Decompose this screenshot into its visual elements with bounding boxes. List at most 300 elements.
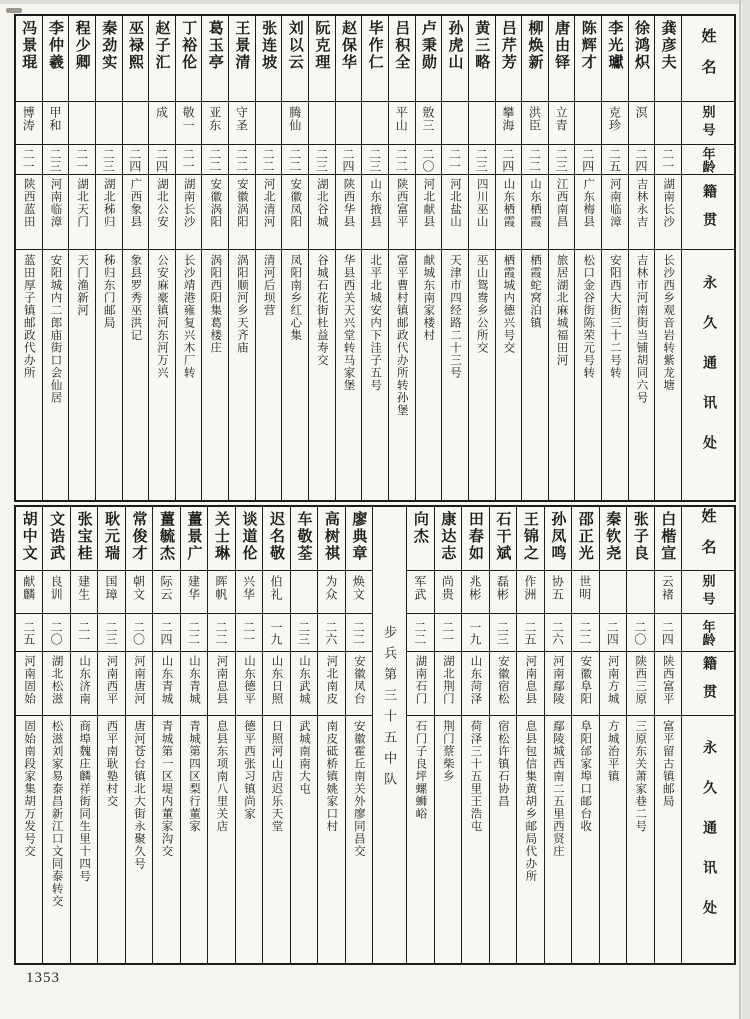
- roster-entry-column: [462, 507, 489, 963]
- entry-age-text: 二一: [660, 147, 675, 172]
- entry-name-text: 龚彦夫: [659, 20, 676, 71]
- entry-courtesy-name-text: 焕文: [351, 575, 366, 601]
- entry-age: [549, 145, 575, 175]
- entry-courtesy-name-text: 良训: [49, 575, 64, 601]
- entry-native-place-text: 广东梅县: [582, 178, 595, 228]
- entry-address-text: 安阳西大街三十二号转: [608, 254, 621, 379]
- entry-age: [126, 614, 152, 652]
- entry-name-text: 白楷宣: [659, 511, 676, 562]
- entry-address: [517, 716, 543, 963]
- entry-address-text: 涡阳顺河乡天齐庙: [235, 254, 248, 354]
- entry-age-text: 二三: [47, 147, 62, 172]
- entry-address-text: 北平北城安内下洼子五号: [369, 254, 382, 392]
- entry-native-place: [549, 175, 575, 250]
- entry-name: [149, 16, 175, 102]
- entry-name-text: 冯景琨: [20, 20, 37, 71]
- entry-name-text: 柳焕新: [526, 20, 543, 71]
- entry-address: [655, 716, 681, 963]
- entry-address: [71, 716, 97, 963]
- entry-native-place: [43, 175, 69, 250]
- roster-table-bottom: [14, 505, 736, 965]
- entry-native-place-text: 安徽宿松: [496, 655, 509, 705]
- entry-name: [572, 507, 598, 571]
- entry-native-place: [98, 652, 124, 716]
- roster-entry-column: [442, 16, 469, 500]
- header-courtesy: [682, 571, 734, 614]
- roster-entry-column: [629, 16, 656, 500]
- entry-address: [96, 250, 122, 500]
- entry-name: [629, 16, 655, 102]
- entry-name-text: 丁裕伦: [180, 20, 197, 71]
- entry-native-place: [309, 175, 335, 250]
- entry-age: [208, 614, 234, 652]
- entry-age-text: 二一: [76, 620, 91, 645]
- entry-name-text: 廖典章: [350, 511, 367, 562]
- entry-name: [602, 16, 628, 102]
- entry-age-text: 二五: [607, 147, 622, 172]
- entry-native-place: [496, 175, 522, 250]
- entry-age-text: 二〇: [49, 620, 64, 645]
- entry-native-place: [346, 652, 372, 716]
- entry-courtesy-name: [389, 102, 415, 145]
- entry-native-place: [442, 175, 468, 250]
- entry-native-place-text: 山东日照: [270, 655, 283, 705]
- entry-address: [549, 250, 575, 500]
- entry-courtesy-name: [629, 102, 655, 145]
- roster-entry-column: [655, 16, 682, 500]
- entry-courtesy-name: [462, 571, 488, 614]
- entry-name: [282, 16, 308, 102]
- entry-name-text: 唐由铎: [553, 20, 570, 71]
- entry-native-place-text: 湖北松滋: [50, 655, 63, 705]
- entry-age: [256, 145, 282, 175]
- entry-courtesy-name: [575, 102, 601, 145]
- entry-address-text: 固始南段家集胡万发号交: [23, 720, 36, 858]
- roster-entry-column: [181, 507, 208, 963]
- entry-native-place-text: 安徽涡阳: [209, 178, 222, 228]
- entry-native-place-text: 河南西平: [105, 655, 118, 705]
- entry-native-place: [202, 175, 228, 250]
- header-native: [682, 652, 734, 716]
- entry-courtesy-name: [600, 571, 626, 614]
- entry-courtesy-name-text: 攀海: [500, 106, 515, 132]
- entry-courtesy-name-text: 军武: [412, 575, 427, 601]
- entry-age-text: 二三: [101, 147, 116, 172]
- entry-age: [407, 614, 433, 652]
- entry-native-place-text: 安徽凤阳: [289, 178, 302, 228]
- roster-entry-column: [176, 16, 203, 500]
- entry-courtesy-name: [123, 102, 149, 145]
- entry-courtesy-name-text: 平山: [394, 106, 409, 132]
- entry-native-place-text: 广西象县: [129, 178, 142, 228]
- entry-age-text: 二四: [340, 147, 355, 172]
- entry-age: [43, 614, 69, 652]
- entry-courtesy-name: [490, 571, 516, 614]
- entry-name: [176, 16, 202, 102]
- entry-native-place-text: 湖南长沙: [182, 178, 195, 228]
- entry-courtesy-name: [291, 571, 317, 614]
- roster-entry-column: [282, 16, 309, 500]
- entry-address: [600, 716, 626, 963]
- roster-entry-column: [627, 507, 654, 963]
- entry-courtesy-name: [176, 102, 202, 145]
- entry-courtesy-name: [545, 571, 571, 614]
- roster-entry-column: [43, 507, 70, 963]
- entry-name-text: 薑毓杰: [158, 511, 175, 562]
- entry-native-place-text: 湖南石门: [414, 655, 427, 705]
- entry-native-place: [229, 175, 255, 250]
- entry-address: [522, 250, 548, 500]
- entry-name-text: 程少卿: [73, 20, 90, 71]
- entry-courtesy-name: [655, 571, 681, 614]
- entry-name-text: 迟名敬: [267, 511, 284, 562]
- entry-native-place-text: 山东德平: [242, 655, 255, 705]
- entry-native-place: [318, 652, 344, 716]
- entry-age-text: 二二: [213, 620, 228, 645]
- entry-age-text: 二〇: [131, 620, 146, 645]
- entry-native-place-text: 湖北天门: [76, 178, 89, 228]
- roster-entry-column: [490, 507, 517, 963]
- entry-name: [346, 507, 372, 571]
- entry-native-place: [407, 652, 433, 716]
- entry-address-text: 旅居湖北麻城福田河: [555, 254, 568, 367]
- entry-age: [435, 614, 461, 652]
- entry-native-place-text: 河北献县: [422, 178, 435, 228]
- entry-native-place-text: 陕西富平: [661, 655, 674, 705]
- entry-name: [517, 507, 543, 571]
- entry-address-text: 栖霞蛇窝泊镇: [528, 254, 541, 329]
- entry-age-text: 二二: [234, 147, 249, 172]
- entry-name-text: 黄三略: [473, 20, 490, 71]
- entry-courtesy-name: [336, 102, 362, 145]
- entry-address-text: 长沙靖港雍复兴木厂转: [182, 254, 195, 379]
- entry-address: [602, 250, 628, 500]
- header-native: [682, 175, 734, 250]
- entry-age-text: 二四: [159, 620, 174, 645]
- entry-name-text: 吕芹芳: [499, 20, 516, 71]
- entry-address-text: 唐河苍台镇北大街永聚久号: [133, 720, 146, 870]
- entry-native-place: [627, 652, 653, 716]
- header-name-label: 姓名: [699, 27, 716, 90]
- entry-courtesy-name: [16, 102, 42, 145]
- entry-address-text: 献城东南家楼村: [422, 254, 435, 342]
- entry-name: [522, 16, 548, 102]
- entry-courtesy-name-text: 磊彬: [495, 575, 510, 601]
- entry-native-place-text: 陕西华县: [342, 178, 355, 228]
- entry-age: [229, 145, 255, 175]
- entry-address: [416, 250, 442, 500]
- header-name: [682, 16, 734, 102]
- entry-courtesy-name-text: 为众: [323, 575, 338, 601]
- entry-address-text: 吉林市河南街当铺胡同六号: [635, 254, 648, 404]
- entry-courtesy-name: [71, 571, 97, 614]
- entry-courtesy-name-text: 克珍: [607, 106, 622, 132]
- roster-entry-column: [600, 507, 627, 963]
- entry-native-place: [96, 175, 122, 250]
- entry-name: [98, 507, 124, 571]
- entry-address-text: 凤阳南乡红心集: [289, 254, 302, 342]
- entry-address-text: 安阳城内二郎庙街口会仙居: [49, 254, 62, 404]
- entry-address: [16, 716, 42, 963]
- header-age: [682, 145, 734, 175]
- entry-address-text: 阜阳邰家埠口邮台收: [579, 720, 592, 833]
- entry-native-place: [71, 652, 97, 716]
- entry-courtesy-name-text: 敫三: [420, 106, 435, 132]
- entry-age: [462, 614, 488, 652]
- entry-address-text: 南皮砥桥镇姚家口村: [325, 720, 338, 833]
- entry-age: [318, 614, 344, 652]
- entry-age: [309, 145, 335, 175]
- entry-address: [291, 716, 317, 963]
- entry-age: [575, 145, 601, 175]
- entry-address: [435, 716, 461, 963]
- entry-address: [389, 250, 415, 500]
- entry-courtesy-name-text: 敬一: [181, 106, 196, 132]
- entry-name: [549, 16, 575, 102]
- entry-address-text: 息县包信集黄胡乡邮局代办所: [524, 720, 537, 883]
- entry-courtesy-name-text: 博涛: [21, 106, 36, 132]
- entry-name: [236, 507, 262, 571]
- entry-address: [43, 250, 69, 500]
- header-address: [682, 250, 734, 500]
- entry-address: [208, 716, 234, 963]
- entry-age: [16, 145, 42, 175]
- entry-address: [462, 716, 488, 963]
- entry-native-place: [655, 652, 681, 716]
- entry-address: [16, 250, 42, 500]
- entry-courtesy-name: [43, 571, 69, 614]
- entry-age: [655, 145, 681, 175]
- roster-entry-column: [407, 507, 434, 963]
- entry-name-text: 孙凤鸣: [549, 511, 566, 562]
- entry-address-text: 富平曹村镇邮政代办所转孙堡: [395, 254, 408, 417]
- roster-entry-column: [416, 16, 443, 500]
- entry-name: [627, 507, 653, 571]
- entry-name-text: 王锦之: [521, 511, 538, 562]
- entry-address-text: 华县西关天兴堂转马家堡: [342, 254, 355, 392]
- entry-native-place-text: 河南固始: [23, 655, 36, 705]
- entry-native-place: [572, 652, 598, 716]
- entry-courtesy-name-text: 国璋: [104, 575, 119, 601]
- entry-age-text: 二一: [74, 147, 89, 172]
- entry-name: [43, 507, 69, 571]
- entry-age: [629, 145, 655, 175]
- entry-courtesy-name: [208, 571, 234, 614]
- header-age: [682, 614, 734, 652]
- entry-name: [16, 507, 42, 571]
- entry-native-place: [545, 652, 571, 716]
- entry-address: [469, 250, 495, 500]
- entry-age-text: 二四: [660, 620, 675, 645]
- entry-address: [123, 250, 149, 500]
- entry-courtesy-name-text: 际云: [159, 575, 174, 601]
- entry-age: [336, 145, 362, 175]
- entry-name-text: 薑景广: [185, 511, 202, 562]
- entry-courtesy-name-text: 建生: [76, 575, 91, 601]
- entry-native-place-text: 湖北谷城: [315, 178, 328, 228]
- unit-label: 步兵第三十五中队: [382, 625, 398, 793]
- header-native-label: 籍贯: [701, 184, 716, 240]
- entry-name: [126, 507, 152, 571]
- scan-edge-top: [0, 0, 750, 4]
- entry-name: [123, 16, 149, 102]
- entry-name-text: 葛玉亭: [206, 20, 223, 71]
- entry-name: [575, 16, 601, 102]
- entry-native-place-text: 陕西富平: [395, 178, 408, 228]
- entry-address: [629, 250, 655, 500]
- entry-age-text: 一九: [268, 620, 283, 645]
- entry-native-place-text: 河南鄢陵: [551, 655, 564, 705]
- entry-name-text: 秦劲实: [100, 20, 117, 71]
- entry-address-text: 天津市四经路二十三号: [449, 254, 462, 379]
- entry-address-text: 松口金谷街陈荣元号转: [582, 254, 595, 379]
- entry-native-place: [602, 175, 628, 250]
- entry-age-text: 二四: [634, 147, 649, 172]
- entry-address-text: 荆门蔡柴乡: [441, 720, 454, 783]
- entry-age: [71, 614, 97, 652]
- entry-native-place-text: 山东栖霞: [528, 178, 541, 228]
- entry-courtesy-name-text: 腾仙: [287, 106, 302, 132]
- entry-name-text: 吕积全: [393, 20, 410, 71]
- entry-courtesy-name-text: 云褚: [660, 575, 675, 601]
- entry-age-text: 二三: [474, 147, 489, 172]
- entry-courtesy-name: [181, 571, 207, 614]
- entry-courtesy-name-text: 溟: [634, 106, 649, 119]
- entry-age: [655, 614, 681, 652]
- entry-age-text: 二二: [577, 620, 592, 645]
- entry-courtesy-name-text: 洪臣: [527, 106, 542, 132]
- entry-courtesy-name: [153, 571, 179, 614]
- entry-age-text: 二六: [550, 620, 565, 645]
- entry-name: [469, 16, 495, 102]
- header-age-label: 年龄: [700, 146, 716, 173]
- entry-address: [496, 250, 522, 500]
- header-address: [682, 716, 734, 963]
- entry-age-text: 二二: [207, 147, 222, 172]
- entry-address-text: 天门渔新河: [76, 254, 89, 317]
- roster-entry-column: [236, 507, 263, 963]
- entry-native-place: [522, 175, 548, 250]
- scan-edge-right: [742, 0, 750, 1019]
- entry-native-place-text: 安徽阜阳: [579, 655, 592, 705]
- entry-name: [655, 507, 681, 571]
- entry-courtesy-name-text: 建华: [186, 575, 201, 601]
- entry-age-text: 二一: [440, 620, 455, 645]
- entry-native-place: [176, 175, 202, 250]
- entry-age-text: 二四: [154, 147, 169, 172]
- entry-courtesy-name-text: 伯礼: [268, 575, 283, 601]
- entry-address: [346, 716, 372, 963]
- entry-native-place: [575, 175, 601, 250]
- entry-courtesy-name: [282, 102, 308, 145]
- entry-age-text: 二二: [394, 147, 409, 172]
- entry-native-place-text: 安徽涡阳: [235, 178, 248, 228]
- roster-entry-column: [318, 507, 345, 963]
- entry-age: [176, 145, 202, 175]
- entry-age: [202, 145, 228, 175]
- entry-name: [69, 16, 95, 102]
- entry-native-place: [389, 175, 415, 250]
- entry-address: [545, 716, 571, 963]
- entry-address-text: 涡阳西阳集葛楼庄: [209, 254, 222, 354]
- roster-entry-column: [96, 16, 123, 500]
- entry-native-place-text: 山东济南: [78, 655, 91, 705]
- entry-age-text: 二二: [412, 620, 427, 645]
- entry-native-place: [291, 652, 317, 716]
- entry-address-text: 清河后坝营: [262, 254, 275, 317]
- entry-address-text: 富平留古镇邮局: [661, 720, 674, 808]
- entry-address: [153, 716, 179, 963]
- entry-courtesy-name: [627, 571, 653, 614]
- entry-name-text: 孙虎山: [446, 20, 463, 71]
- entry-address-text: 荷泽三十五里王浩屯: [469, 720, 482, 833]
- entry-name-text: 李仲羲: [46, 20, 63, 71]
- roster-entry-column: [572, 507, 599, 963]
- header-column: [682, 16, 734, 500]
- entry-age: [153, 614, 179, 652]
- entry-address-text: 德平西张习镇尚家: [242, 720, 255, 820]
- roster-entry-column: [522, 16, 549, 500]
- entry-name-text: 徐鸿炽: [633, 20, 650, 71]
- roster-entry-column: [602, 16, 629, 500]
- entry-courtesy-name: [236, 571, 262, 614]
- entry-age-text: 二四: [580, 147, 595, 172]
- entry-native-place-text: 河北盐山: [449, 178, 462, 228]
- entry-name-text: 谈道伦: [240, 511, 257, 562]
- roster-entry-column: [123, 16, 150, 500]
- roster-table-top: [14, 14, 736, 502]
- entry-courtesy-name: [149, 102, 175, 145]
- entry-age: [469, 145, 495, 175]
- entry-address-text: 宿松许镇石协昌: [496, 720, 509, 808]
- entry-age-text: 二二: [287, 147, 302, 172]
- entry-name-text: 赵保华: [339, 20, 356, 71]
- entry-address: [98, 716, 124, 963]
- entry-native-place-text: 湖南长沙: [662, 178, 675, 228]
- entry-age: [98, 614, 124, 652]
- entry-age: [362, 145, 388, 175]
- entry-address-text: 安徽霍丘南关外廖同昌交: [352, 720, 365, 858]
- header-courtesy: [682, 102, 734, 145]
- entry-courtesy-name: [202, 102, 228, 145]
- roster-entry-column: [153, 507, 180, 963]
- entry-native-place-text: 河南临漳: [608, 178, 621, 228]
- entry-courtesy-name-text: 协五: [550, 575, 565, 601]
- entry-name: [416, 16, 442, 102]
- entry-courtesy-name: [435, 571, 461, 614]
- entry-address: [126, 716, 152, 963]
- entry-address: [407, 716, 433, 963]
- entry-name-text: 张连坡: [260, 20, 277, 71]
- entry-address: [336, 250, 362, 500]
- entry-courtesy-name-text: 献麟: [21, 575, 36, 601]
- entry-courtesy-name: [346, 571, 372, 614]
- roster-entry-column: [346, 507, 373, 963]
- entry-native-place: [462, 652, 488, 716]
- roster-entry-column: [256, 16, 283, 500]
- entry-address-text: 公安麻豪镇河东河万兴: [156, 254, 168, 379]
- entry-address: [490, 716, 516, 963]
- entry-age-text: 一九: [467, 620, 482, 645]
- entry-courtesy-name: [96, 102, 122, 145]
- entry-native-place: [655, 175, 681, 250]
- entry-native-place-text: 江西南昌: [555, 178, 568, 228]
- entry-age: [600, 614, 626, 652]
- entry-name: [71, 507, 97, 571]
- roster-entry-column: [149, 16, 176, 500]
- entry-address-text: 象县罗秀巫洪记: [129, 254, 142, 342]
- entry-age-text: 二三: [554, 147, 569, 172]
